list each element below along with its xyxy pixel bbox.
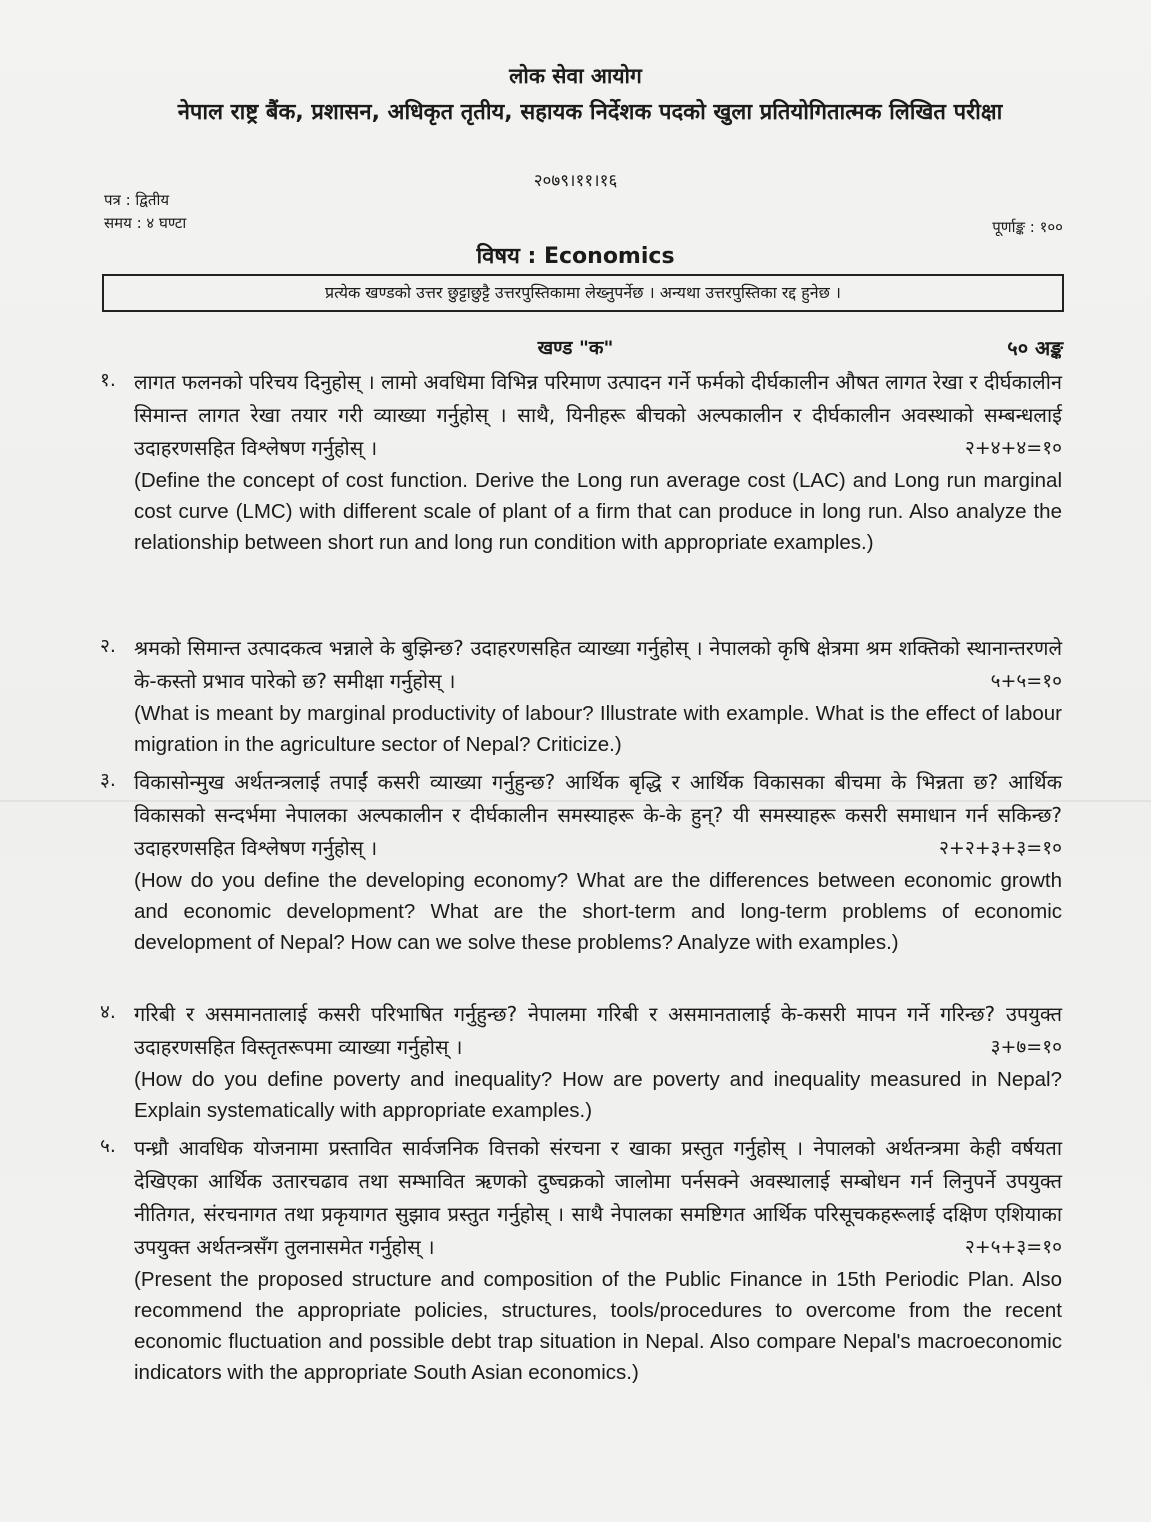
question-text-nepali xyxy=(134,1132,1062,1264)
question-text-english: (How do you define the developing economy? What are the differences between economic growth and economic development? What are the short-term and long-term problems of economic development of Nepal? How can we solve these problems? Analyze with examples.) xyxy=(134,869,1062,954)
time-label: समय : ४ घण्टा xyxy=(104,214,187,232)
question-number: ३. xyxy=(100,769,116,791)
instruction-box: प्रत्येक खण्डको उत्तर छुट्टाछुट्टै उत्तरपुस्तिकामा लेख्नुपर्नेछ । अन्यथा उत्तरपुस्तिका रद्द हुनेछ । xyxy=(102,274,1064,312)
question-text-english: (Present the proposed structure and composition of the Public Finance in 15th Periodic Plan. Also recommend the appropriate policies, structures, tools/procedures to overcome from the recent economic fluctuation and possible debt trap situation in Nepal. Also compare Nepal's macroeconomic indicators with the appropriate South Asian economics.) xyxy=(134,1268,1062,1384)
question-1 xyxy=(100,366,1062,558)
question-marks: २+४+४=१० xyxy=(964,437,1062,459)
section-title: खण्ड "क" xyxy=(537,337,614,359)
question-marks: २+२+३+३=१० xyxy=(939,837,1062,859)
question-text-english: (Define the concept of cost function. Derive the Long run average cost (LAC) and Long run marginal cost curve (LMC) with different scale of plant of a firm that can produce in long run. Also analyze the relationship between short run and long run condition with appropriate examples.) xyxy=(134,469,1062,554)
question-text: लागत फलनको परिचय दिनुहोस् । लामो अवधिमा विभिन्न परिमाण उत्पादन गर्ने फर्मको दीर्घकालीन औषत लागत रेखा र दीर्घकालीन सिमान्त लागत रेखा तयार गरी व्याख्या गर्नुहोस् । साथै, यिनीहरू बीचको अल्पकालीन र दीर्घकालीन अवस्थाको सम्बन्धलाई उदाहरणसहित विश्लेषण गर्नुहोस् । xyxy=(134,370,1062,460)
question-number: ४. xyxy=(100,1001,116,1023)
question-number: १. xyxy=(100,369,116,391)
question-marks: ३+७=१० xyxy=(990,1036,1062,1058)
question-marks: २+५+३=१० xyxy=(964,1236,1062,1258)
question-text-nepali xyxy=(134,366,1062,465)
question-marks: ५+५=१० xyxy=(990,670,1062,692)
exam-title: नेपाल राष्ट्र बैंक, प्रशासन, अधिकृत तृतीय, सहायक निर्देशक पदको खुला प्रतियोगितात्मक लिखित परीक्षा xyxy=(177,100,1003,125)
question-4 xyxy=(100,998,1062,1126)
subject-heading: विषय : Economics xyxy=(476,244,675,269)
full-marks-label: पूर्णाङ्क : १०० xyxy=(992,218,1063,236)
question-number: २. xyxy=(100,635,116,657)
paper-label: पत्र : द्वितीय xyxy=(104,191,170,209)
question-3 xyxy=(100,766,1062,958)
question-text-nepali xyxy=(134,766,1062,865)
exam-date: २०७९।११।१६ xyxy=(533,171,618,191)
question-2 xyxy=(100,632,1062,760)
question-text: गरिबी र असमानतालाई कसरी परिभाषित गर्नुहुन्छ? नेपालमा गरिबी र असमानतालाई के-कसरी मापन गर्ने गरिन्छ? उपयुक्त उदाहरणसहित विस्तृतरूपमा व्याख्या गर्नुहोस् । xyxy=(134,1002,1062,1059)
question-text: पन्ध्रौ आवधिक योजनामा प्रस्तावित सार्वजनिक वित्तको संरचना र खाका प्रस्तुत गर्नुहोस् । नेपालको अर्थतन्त्रमा केही वर्षयता देखिएका आर्थिक उतारचढाव तथा सम्भावित ऋणको दुष्चक्रको जालोमा पर्नसक्ने अवस्थालाई सम्बोधन गर्न लिनुपर्ने उपयुक्त नीतिगत, संरचनागत तथा प्रकृयागत सुझाव प्रस्तुत गर्नुहोस् । साथै नेपालका समष्टिगत आर्थिक परिसूचकहरूलाई दक्षिण एशियाका उपयुक्त अर्थतन्त्रसँग तुलनासमेत गर्नुहोस् । xyxy=(134,1136,1062,1259)
question-text-english: (How do you define poverty and inequality? How are poverty and inequality measured in Nepal? Explain systematically with appropriate examples.) xyxy=(134,1068,1062,1122)
question-text: विकासोन्मुख अर्थतन्त्रलाई तपाईं कसरी व्याख्या गर्नुहुन्छ? आर्थिक बृद्धि र आर्थिक विकासका बीचमा के भिन्नता छ? आर्थिक विकासको सन्दर्भमा नेपालका अल्पकालीन र दीर्घकालीन समस्याहरू के-के हुन्? यी समस्याहरू कसरी समाधान गर्न सकिन्छ? उदाहरणसहित विश्लेषण गर्नुहोस् । xyxy=(134,770,1062,860)
question-5 xyxy=(100,1132,1062,1388)
section-marks: ५० अङ्क xyxy=(1007,336,1063,360)
question-text: श्रमको सिमान्त उत्पादकत्व भन्नाले के बुझिन्छ? उदाहरणसहित व्याख्या गर्नुहोस् । नेपालको कृषि क्षेत्रमा श्रम शक्तिको स्थानान्तरणले के-कस्तो प्रभाव पारेको छ? समीक्षा गर्नुहोस् । xyxy=(134,636,1062,693)
question-text-nepali xyxy=(134,632,1062,698)
question-text-nepali xyxy=(134,998,1062,1064)
question-text-english: (What is meant by marginal productivity of labour? Illustrate with example. What is the effect of labour migration in the agriculture sector of Nepal? Criticize.) xyxy=(134,702,1062,756)
organization-title: लोक सेवा आयोग xyxy=(509,64,642,88)
question-number: ५. xyxy=(100,1135,116,1157)
